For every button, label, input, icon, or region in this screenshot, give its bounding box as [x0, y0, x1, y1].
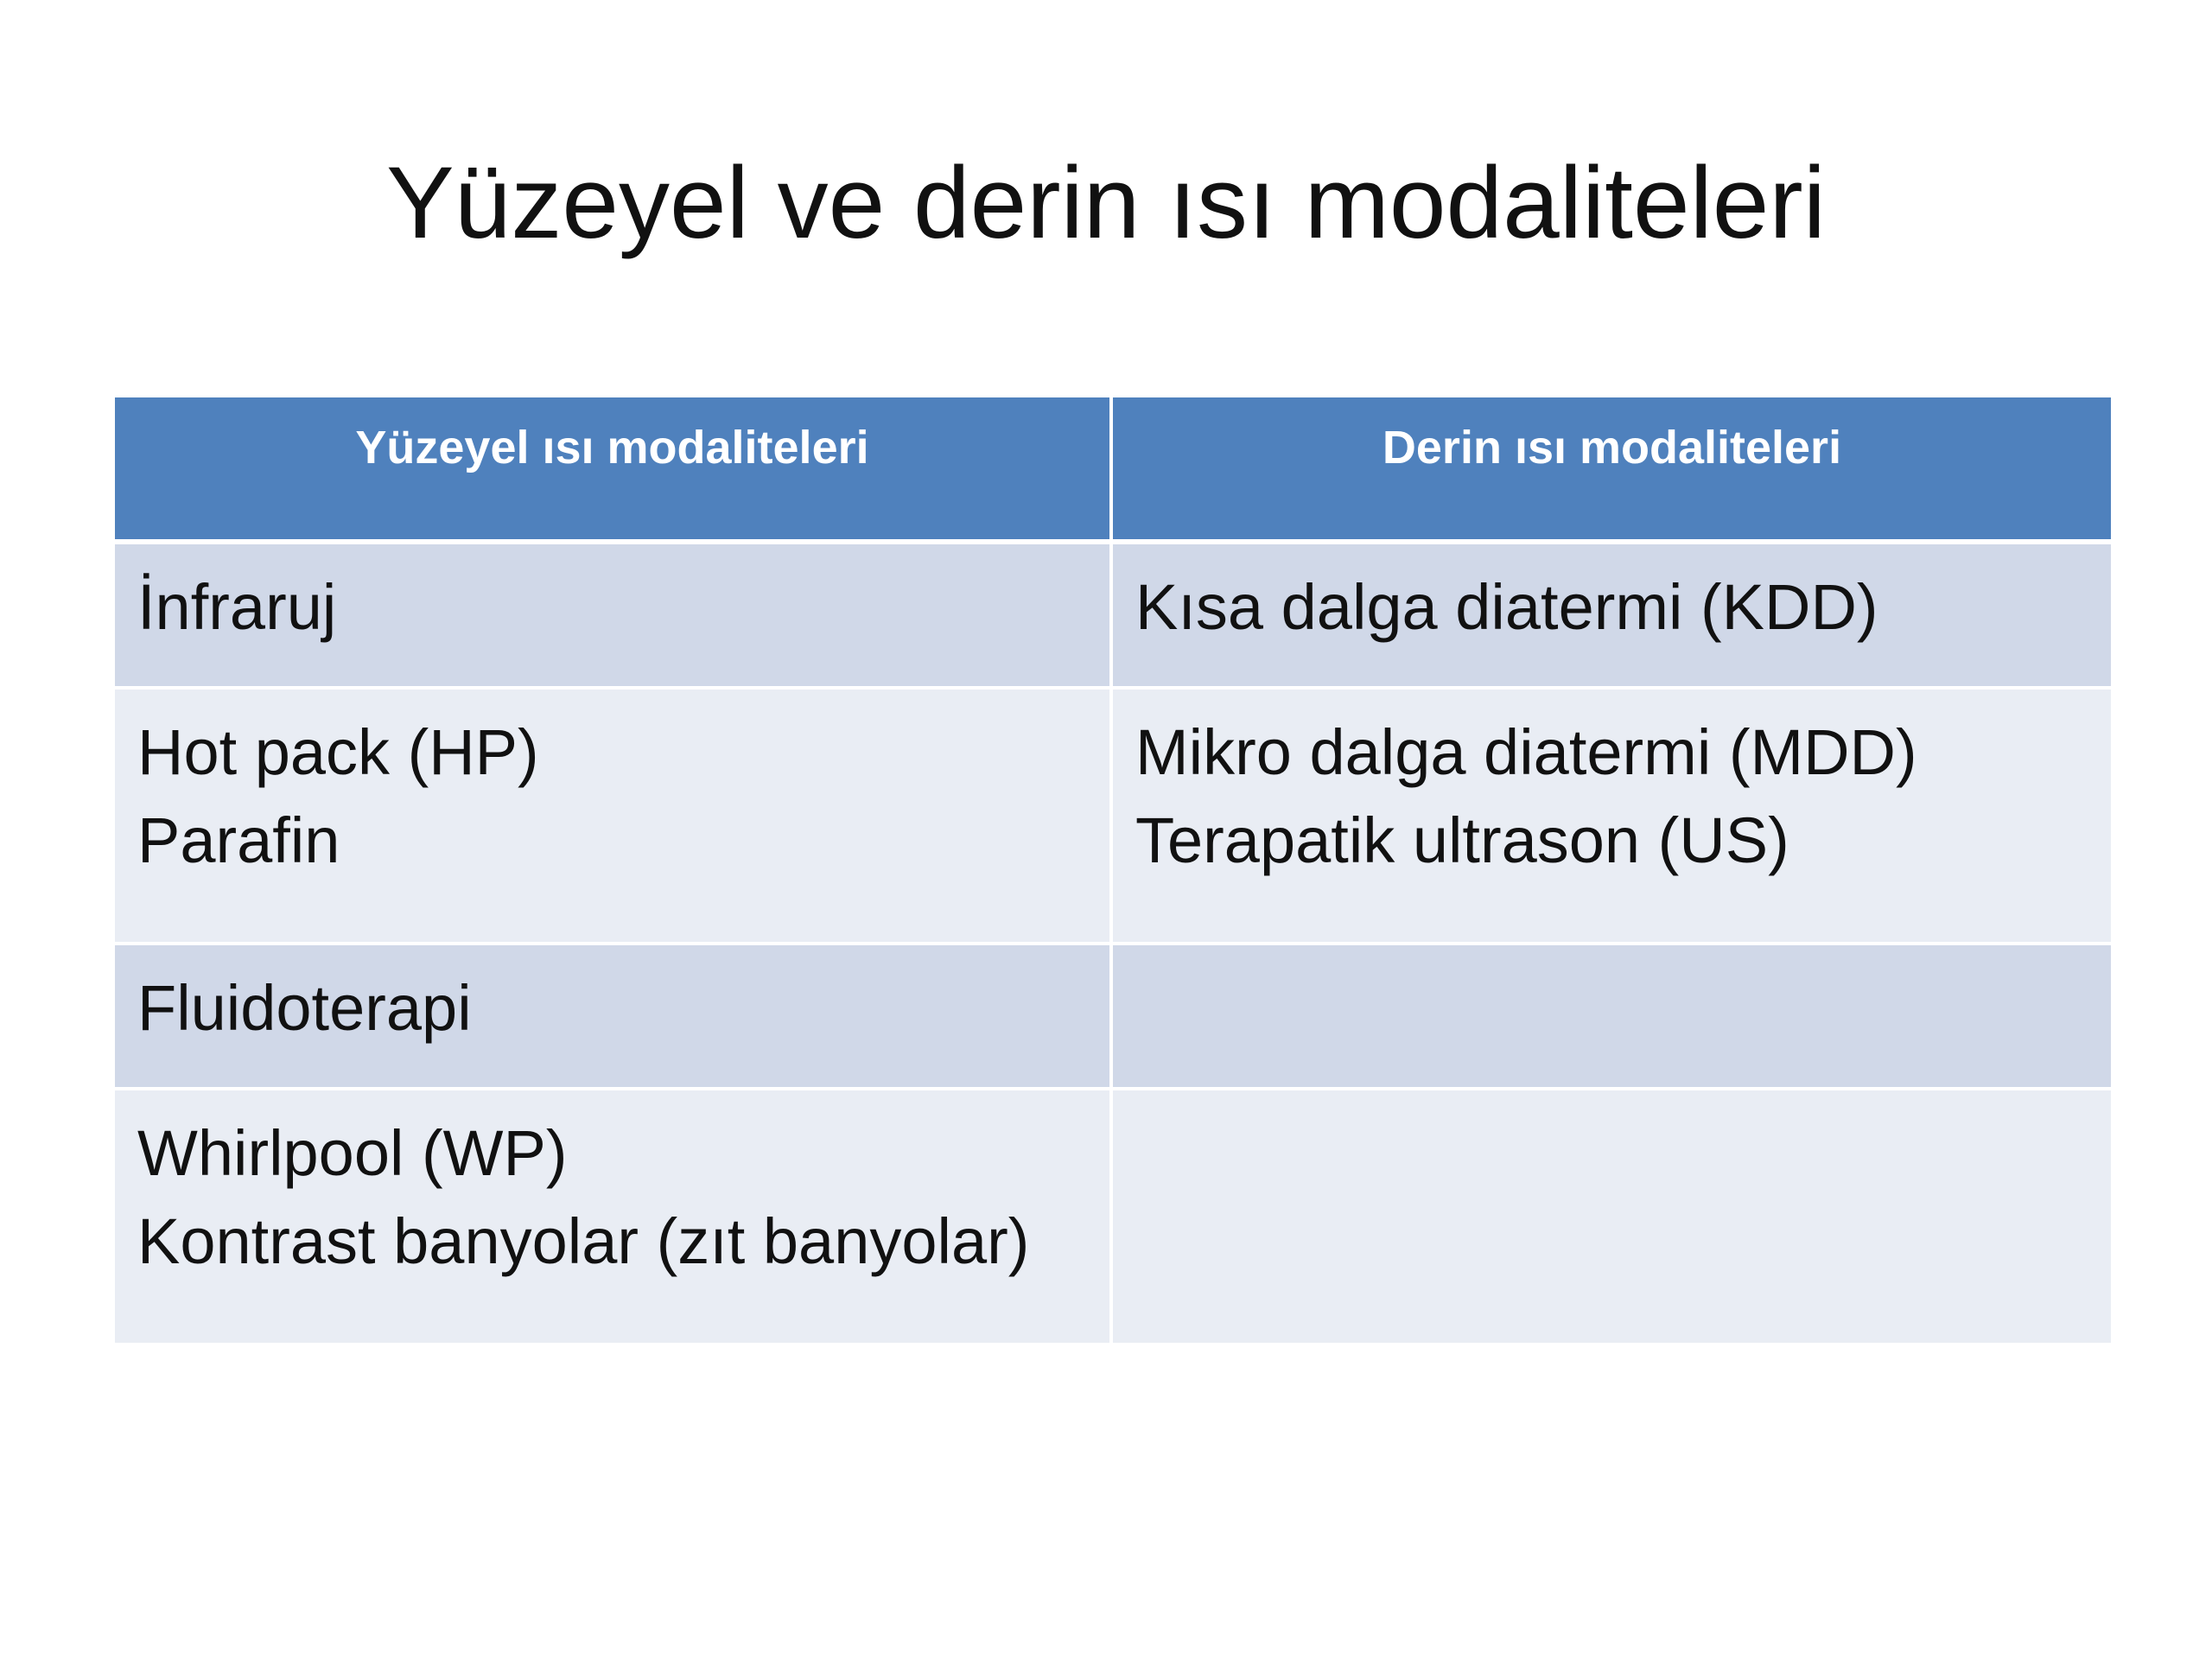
table-cell-superficial: [115, 945, 1113, 1087]
table-cell-superficial: [115, 1090, 1113, 1343]
table-header-superficial: Yüzeyel ısı modaliteleri: [115, 397, 1113, 539]
slide-title: Yüzeyel ve derin ısı modaliteleri: [386, 146, 1826, 260]
table-row: [115, 1090, 2111, 1343]
table-row: [115, 544, 2111, 686]
table-cell-deep: [1113, 945, 2111, 1087]
table-cell-deep: [1113, 690, 2111, 942]
cell-line: Parafin: [137, 804, 340, 876]
cell-line: Whirlpool (WP): [137, 1117, 568, 1189]
table-header-deep: Derin ısı modaliteleri: [1113, 397, 2111, 539]
table-cell-deep: [1113, 544, 2111, 686]
cell-line: Fluidoterapi: [137, 972, 472, 1044]
cell-line: Kontrast banyolar (zıt banyolar): [137, 1205, 1030, 1277]
cell-line: Mikro dalga diatermi (MDD): [1135, 716, 1917, 788]
modalities-table: [115, 397, 2111, 1343]
cell-line: Kısa dalga diatermi (KDD): [1135, 571, 1878, 643]
cell-line: Hot pack (HP): [137, 716, 539, 788]
table-cell-superficial: [115, 544, 1113, 686]
cell-line: İnfraruj: [137, 571, 337, 643]
table-cell-deep: [1113, 1090, 2111, 1343]
table-row: [115, 945, 2111, 1087]
table-cell-superficial: [115, 690, 1113, 942]
table-row: [115, 690, 2111, 942]
cell-line: Terapatik ultrason (US): [1135, 804, 1789, 876]
